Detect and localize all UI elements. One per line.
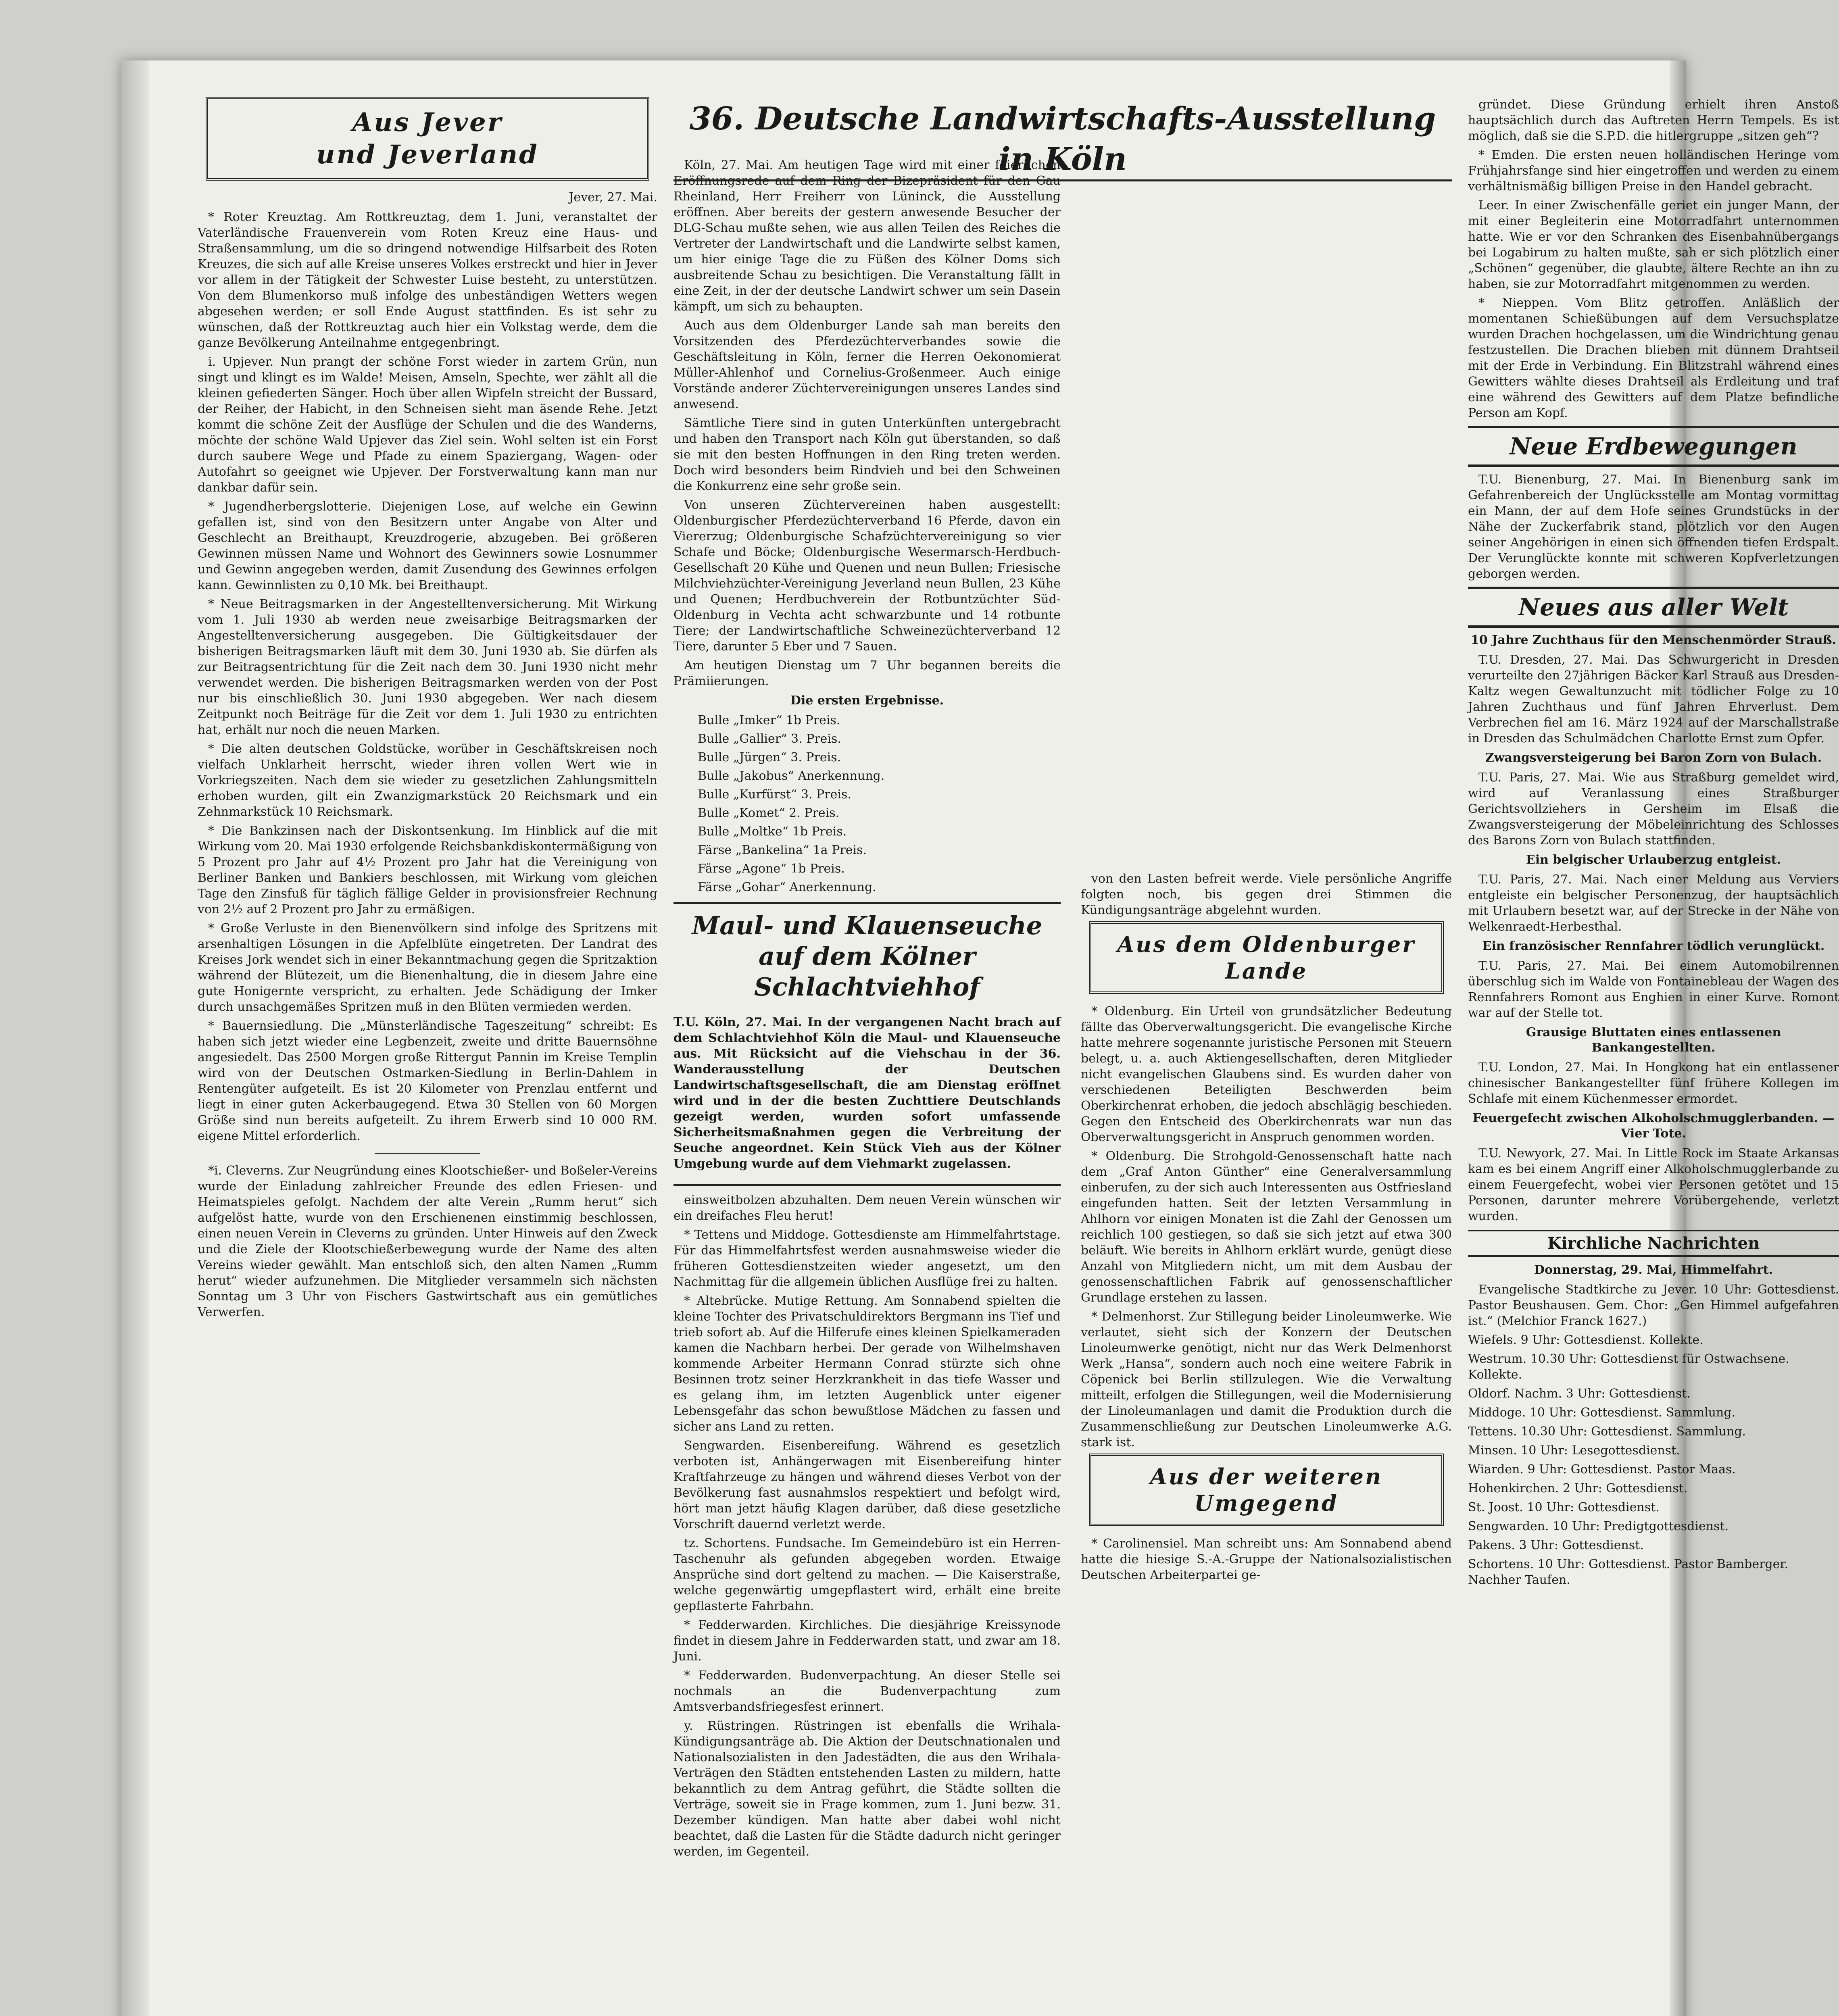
result-item: Färse „Agone“ 1b Preis. (698, 862, 845, 876)
article-altebruecke: * Altebrücke. Mutige Rettung. Am Sonnabend spielten die kleine Tochter des Privatschuldirektors Bergmann ins Tief und trieb sofort ab. Auf die Hilferufe eines kleinen Spielkameraden kamen die Nachbarn herbei. Der gerade von Wilhelmshaven kommende Arbeiter Hermann Conrad stürzte sich ohne Besinnen trotz seiner Herzkrankheit in das tiefe Wasser und es gelang ihm, im letzten Augenblick unter eigener Lebensgefahr das schon bewußtlose Mädchen zu fassen und sicher ans Land zu retten. (673, 1294, 1061, 1434)
subhead: Ein belgischer Urlauberzug entgleist. (1526, 853, 1781, 867)
section-header-jever (206, 97, 649, 181)
kirch-item: Tettens. 10.30 Uhr: Gottesdienst. Sammlung. (1468, 1425, 1746, 1439)
main-headline: 36. Deutsche Landwirtschafts-Ausstellung in Köln (673, 99, 1452, 181)
article-strohgold: * Oldenburg. Die Strohgold-Genossenschaft hatte nach dem „Graf Anton Günther“ eine Generalversammlung einberufen, zu der sich auch Interessenten aus Ostfriesland eingefunden hatten. Seit der letzten Versammlung in Ahlhorn vor einigen Monaten ist die Zahl der Genossen um reichlich 100 gestiegen, so daß sie sich jetzt auf etwa 300 beläuft. Wie bereits in Ahlhorn erklärt wurde, genügt diese Anzahl von Mitgliedern nicht, um mit dem Ausbau der genossenschaftlichen Fabrik auf genossenschaftlicher Grundlage erstehen zu lassen. (1081, 1149, 1452, 1305)
column-jever (198, 97, 657, 1323)
article-london: T.U. London, 27. Mai. In Hongkong hat ein entlassener chinesischer Bankangestellter fünf frühere Kollegen im Schlafe mit einem Küchenmesser ermordet. (1468, 1060, 1839, 1106)
subhead: Ein französischer Rennfahrer tödlich verunglückt. (1482, 939, 1825, 953)
kirch-jever: Evangelische Stadtkirche zu Jever. 10 Uhr: Gottesdienst. Pastor Beushausen. Gem. Chor: „Gen Himmel aufgefahren ist.“ (Melchior Franck 1627.) (1468, 1283, 1839, 1328)
subhead: Zwangsversteigerung bei Baron Zorn von Bulach. (1485, 751, 1822, 765)
results-title: Die ersten Ergebnisse. (790, 694, 944, 708)
section-title-line2: Lande (1225, 958, 1308, 984)
section-title-line1: Aus Jever (352, 107, 503, 137)
article-cont: einsweitbolzen abzuhalten. Dem neuen Verein wünschen wir ein dreifaches Fleu herut! (673, 1193, 1061, 1223)
article-koeln-2: Auch aus dem Oldenburger Lande sah man bereits den Vorsitzenden des Pferdezüchterverbandes sowie die Geschäftsleitung in Köln, ferner die Herren Oekonomierat Müller-Ahlenhof und Cornelius-Großenmeer. Auch einige Vorstände anderer Züchtervereinigungen unseres Landes sind anwesend. (673, 319, 1061, 411)
article-beitragsmarken: * Neue Beitragsmarken in der Angestelltenversicherung. Mit Wirkung vom 1. Juli 1930 ab werden neue zweisarbige Beitragsmarken der Angestelltenversicherung ausgegeben. Die Gültigkeitsdauer der bisherigen Beitragsmarken läuft mit dem 30. Juni 1930 ab. Sie dürfen als zur Beitragsentrichtung für die Zeit nach dem 30. Juni 1930 nicht mehr verwendet werden. Die bisherigen Beitragsmarken werden von der Post nur bis einschließlich 30. Juni 1930 abgegeben. Wer nach diesem Zeitpunkt noch Beiträge für die Zeit vor dem 1. Juli 1930 zu entrichten hat, erhält nur noch die neuen Marken. (198, 597, 657, 737)
newspaper-page (121, 60, 1839, 2016)
kirch-item: Middoge. 10 Uhr: Gottesdienst. Sammlung. (1468, 1406, 1736, 1420)
results-list (673, 712, 1061, 896)
kirch-date: Donnerstag, 29. Mai, Himmelfahrt. (1534, 1263, 1773, 1277)
article-tettens: * Tettens und Middoge. Gottesdienste am Himmelfahrtstage. Für das Himmelfahrtsfest werden ausnahmsweise wieder die früheren Gottesdienstzeiten wieder angesetzt, um den Nachmittag für die allgemein üblichen Ausflüge frei zu halten. (673, 1228, 1061, 1289)
subhead: Feuergefecht zwischen Alkoholschmugglerbanden. — Vier Tote. (1472, 1111, 1835, 1141)
subhead: 10 Jahre Zuchthaus für den Menschenmörder Strauß. (1471, 633, 1836, 647)
kirch-item: Oldorf. Nachm. 3 Uhr: Gottesdienst. (1468, 1387, 1691, 1401)
article-koeln-4: Von unseren Züchtervereinen haben ausgestellt: Oldenburgischer Pferdezüchterverband 16 Pferde, davon ein Viererzug; Oldenburgische Schafzüchtervereinigung so vier Schafe und Böcke; Oldenburgische Wesermarsch-Herdbuch-Gesellschaft 20 Kühe und Quenen und neun Bullen; Friesische Milchviehzüchter-Vereinigung Jeverland neun Bullen, 23 Kühe und Quenen; Herdbuchverein der Rotbuntzüchter Süd-Oldenburg in Vechta acht schwarzbunte und 14 rotbunte Tiere; der Landwirtschaftliche Schweinezüchterverband 12 Tiere, darunter 5 Eber und 7 Sauen. (673, 498, 1061, 654)
kirch-item: Hohenkirchen. 2 Uhr: Gottesdienst. (1468, 1481, 1688, 1495)
kirch-item: Minsen. 10 Uhr: Lesegottesdienst. (1468, 1443, 1680, 1458)
article-newyork: T.U. Newyork, 27. Mai. In Little Rock im Staate Arkansas kam es bei einem Angriff einer Alkoholschmugglerbande zu einem Feuergefecht, wobei vier Personen getötet und 15 Personen, darunter mehrere Vorübergehende, verletzt wurden. (1468, 1146, 1839, 1223)
subhead: Grausige Bluttaten eines entlassenen Bankangestellten. (1526, 1025, 1781, 1055)
article-fedderwarden-1: * Fedderwarden. Kirchliches. Die diesjährige Kreissynode findet in diesem Jahre in Fedderwarden statt, und zwar am 18. Juni. (673, 1618, 1061, 1664)
headline-kirchliche: Kirchliche Nachrichten (1468, 1230, 1839, 1257)
section-title-line1: Aus dem Oldenburger (1117, 931, 1416, 957)
dateline: Jever, 27. Mai. (569, 190, 657, 204)
article-paris-1: T.U. Paris, 27. Mai. Wie aus Straßburg gemeldet wird, wird auf Veranlassung eines Straßburger Gerichtsvollziehers in Gersheim im Elsaß die Zwangsversteigerung der Möbeleinrichtung des Schlosses des Barons Zorn von Bulach stattfinden. (1468, 771, 1839, 848)
result-item: Färse „Gohar“ Anerkennung. (698, 880, 876, 894)
article-roter-kreuztag: * Roter Kreuztag. Am Rottkreuztag, dem 1. Juni, veranstaltet der Vaterländische Frauenverein vom Roten Kreuz eine Haus- und Straßensammlung, um die so dringend notwendige Hilfsarbeit des Roten Kreuzes, die sich auf alle Kreise unseres Volkes erstreckt und hier in Jever vor allem in der Tätigkeit der Schwester Luise besteht, zu unterstützen. Von dem Blumenkorso muß infolge des unbeständigen Wetters wegen abgesehen werden; er soll Ende August stattfinden. Es ist sehr zu wünschen, daß der Rottkreuztag auch hier ein Volkstag werde, dem die ganze Bevölkerung Anteilnahme entgegenbringt. (198, 210, 657, 350)
column-news (1468, 97, 1839, 1591)
article-dresden: T.U. Dresden, 27. Mai. Das Schwurgericht in Dresden verurteilte den 27jährigen Bäcker Karl Strauß aus Dresden-Kaltz wegen Gewaltunzucht mit tödlicher Folge zu 10 Jahren Zuchthaus und fünf Jahren Ehrverlust. Dem Verbrechen fiel am 16. März 1924 auf der Marschallstraße in Dresden das Schulmädchen Charlotte Ernst zum Opfer. (1468, 653, 1839, 746)
result-item: Bulle „Imker“ 1b Preis. (698, 713, 840, 727)
article-erdbewegungen: T.U. Bienenburg, 27. Mai. In Bienenburg sank im Gefahrenbereich der Unglücksstelle am Montag vormittag ein Mann, der auf dem Hofe seines Grundstücks in der Nähe der Zuckerfabrik stand, plötzlich vor den Augen seiner Angehörigen in einen sich öffnenden tiefen Erdspalt. Der Verunglückte konnte mit schweren Kopfverletzungen geborgen werden. (1468, 473, 1839, 581)
headline-erdbewegungen: Neue Erdbewegungen (1468, 426, 1839, 467)
article-bienen: * Große Verluste in den Bienenvölkern sind infolge des Spritzens mit arsenhaltigen Lösungen in die Apfelblüte eingetreten. Der Landrat des Kreises Jork wendet sich in einer Bekanntmachung gegen die Spritzaktion während der Blütezeit, um die Bienenhaltung, die in diesem Jahre eine gute Honigernte verspricht, zu erhalten. Jede Schädigung der Imker durch unsachgemäßes Spritzen muß in den Blüten vermieden werden. (198, 921, 657, 1014)
section-title-line2: und Jeverland (316, 140, 539, 170)
article-nieppen: * Nieppen. Vom Blitz getroffen. Anläßlich der momentanen Schießübungen auf dem Versuchsplatze wurden Drachen hochgelassen, um die Windrichtung genau festzustellen. Die Drachen blieben mit dünnem Drahtseil mit der Erde in Verbindung. Ein Blitzstrahl während eines Gewitters wählte dieses Drahtseil als Erdleitung und traf eine während des Gewitters auf dem Platze befindliche Person am Kopf. (1468, 296, 1839, 420)
article-upjever: i. Upjever. Nun prangt der schöne Forst wieder in zartem Grün, nun singt und klingt es im Walde! Meisen, Amseln, Spechte, wer zählt all die kleinen gefiederten Sänger. Hoch über allen Wipfeln streicht der Bussard, der Reiher, der Habicht, in den Schneisen sieht man äsende Rehe. Jetzt kommt die schöne Zeit der Ausflüge der Schulen und die des Wanderns, möchte der schöne Wald Upjever das Ziel sein. Wohl selten ist ein Forst durch saubere Wege und Pfade zu einem Spaziergang, Wagen- oder Autofahrt so geeignet wie Upjever. Der Forstverwaltung kann man nur dankbar dafür sein. (198, 355, 657, 495)
divider (673, 902, 1061, 904)
article-fedderwarden-2: * Fedderwarden. Budenverpachtung. An dieser Stelle sei nochmals an die Budenverpachtung zum Amtsverbandsfriegesfest erinnert. (673, 1668, 1061, 1714)
article-koeln-1: Köln, 27. Mai. Am heutigen Tage wird mit einer feierlichen Eröffnungsrede auf dem Ring der Bizepräsident für den Gau Rheinland, Herr Freiherr von Lüninck, die Ausstellung eröffnen. Aber bereits der gestern anwesende Besucher der DLG-Schau mußte sehen, wie aus allen Teilen des Reiches die Vertreter der Landwirtschaft und die Landwirte selbst kamen, um hier einige Tage die zu Füßen des Kölner Doms sich ausbreitende Schau zu besichtigen. Die Veranstaltung fällt in eine Zeit, in der der deutsche Landwirt schwer um sein Dasein kämpft, um sich zu behaupten. (673, 158, 1061, 314)
article-cont-3: von den Lasten befreit werde. Viele persönliche Angriffe folgten noch, bis gegen drei Stimmen die Kündigungsanträge abgelehnt wurden. (1081, 872, 1452, 917)
page-binding (121, 60, 149, 2016)
result-item: Bulle „Komet“ 2. Preis. (698, 806, 840, 820)
section-title-line2: Umgegend (1194, 1490, 1339, 1516)
article-delmenhorst: * Delmenhorst. Zur Stillegung beider Linoleumwerke. Wie verlautet, sieht sich der Konzern der Deutschen Linoleumwerke genötigt, nicht nur das Werk Delmenhorst Werk „Hansa“, sondern auch noch eine weitere Fabrik in Cöpenick bei Berlin stillzulegen. Wie die Verwaltung mitteilt, erfolgen die Stillegungen, weil die Modernisierung der Linoleumanlagen und damit die Produktion durch die Zusammenschließung zur Deutschen Linoleumwerke A.G. stark ist. (1081, 1310, 1452, 1450)
column-oldenburg (1081, 871, 1452, 1586)
article-sengwarden: Sengwarden. Eisenbereifung. Während es gesetzlich verboten ist, Anhängerwagen mit Eisenbereifung hinter Kraftfahrzeuge zu hängen und während dieses Verbot von der Bevölkerung fast ausnahmslos respektiert und befolgt wird, hört man jetzt häufig Klagen darüber, daß diese gesetzliche Vorschrift dauernd verletzt werde. (673, 1439, 1061, 1531)
column-koeln (673, 157, 1061, 1863)
kirch-item: St. Joost. 10 Uhr: Gottesdienst. (1468, 1500, 1660, 1514)
kirch-item: Sengwarden. 10 Uhr: Predigtgottesdienst. (1468, 1519, 1729, 1533)
result-item: Bulle „Jürgen“ 3. Preis. (698, 750, 841, 764)
article-koeln-5: Am heutigen Dienstag um 7 Uhr begannen bereits die Prämiierungen. (673, 658, 1061, 688)
headline-maul: Maul- und Klauenseuche auf dem Kölner Schlachtviehhof (692, 911, 1043, 1002)
article-paris-3: T.U. Paris, 27. Mai. Bei einem Automobilrennen überschlug sich im Walde von Fontainebleau der Wagen des Rennfahrers Romont aus Enghien in einer Kurve. Romont war auf der Stelle tot. (1468, 959, 1839, 1020)
kirch-list (1468, 1332, 1839, 1588)
article-carolinensiel: * Carolinensiel. Man schreibt uns: Am Sonnabend abend hatte die hiesige S.-A.-Gruppe der Nationalsozialistischen Deutschen Arbeiterpartei ge- (1081, 1537, 1452, 1582)
article-bauernsiedlung: * Bauernsiedlung. Die „Münsterländische Tageszeitung“ schreibt: Es haben sich jetzt wieder eine Legbenzeit, zweite und dritte Bauernsöhne angesiedelt. Das 2500 Morgen große Rittergut Pannin im Kreise Templin wird von der Deutschen Ostmarken-Siedlung in Berlin-Dahlem in Rentengüter aufgeteilt. Es ist 20 Kilometer von Prenzlau entfernt und liegt in einer guten Ackerbaugegend. Etwa 30 Stellen von 60 Morgen Größe sind nun bereits aufgeteilt. Zu ihrem Erwerb sind 10 000 RM. eigene Mittel erforderlich. (198, 1019, 657, 1143)
section-header-umgegend (1089, 1454, 1444, 1526)
result-item: Bulle „Kurfürst“ 3. Preis. (698, 787, 851, 802)
kirch-item: Schortens. 10 Uhr: Gottesdienst. Pastor Bamberger. Nachher Taufen. (1468, 1557, 1788, 1587)
result-item: Färse „Bankelina“ 1a Preis. (698, 843, 867, 857)
kirch-item: Wiefels. 9 Uhr: Gottesdienst. Kollekte. (1468, 1333, 1703, 1347)
article-ruestringen: y. Rüstringen. Rüstringen ist ebenfalls die Wrihala-Kündigungsanträge ab. Die Aktion der Deutschnationalen und Nationalsozialisten in den Jadestädten, die aus den Wrihala-Verträgen den Städten entstehenden Lasten zu mildern, hatte bekanntlich zu dem Antrag geführt, die Städte sollten die Verträge, soweit sie in Frage kommen, zum 1. Juni bezw. 31. Dezember kündigen. Man hatte aber dabei wohl nicht beachtet, daß die Lasten für die Städte dadurch nicht geringer werden, im Gegenteil. (673, 1719, 1061, 1859)
article-leer: Leer. In einer Zwischenfälle geriet ein junger Mann, der mit einer Begleiterin eine Motorradfahrt unternommen hatte. Wie er vor den Schranken des Eisenbahnübergangs bei Logabirum zu halten mußte, sah er sich plötzlich einer „Schönen“ gegenüber, die glaubte, ältere Rechte an ihn zu haben, sie zur Motorradfahrt mitgenommen zu werden. (1468, 198, 1839, 291)
article-cont-4: gründet. Diese Gründung erhielt ihren Anstoß hauptsächlich durch das Auftreten Herrn Tempels. Es ist möglich, daß sie die S.P.D. die hitlergruppe „sitzen geh“? (1468, 98, 1839, 143)
result-item: Bulle „Moltke“ 1b Preis. (698, 825, 847, 839)
article-schortens: tz. Schortens. Fundsache. Im Gemeindebüro ist ein Herren-Taschenuhr als gefunden abgegeben worden. Etwaige Ansprüche sind dort geltend zu machen. — Die Kaiserstraße, welche gegenwärtig umgepflastert wird, erhält eine breite gepflasterte Fahrbahn. (673, 1536, 1061, 1613)
section-header-oldenburg (1089, 921, 1444, 994)
article-bankzinsen: * Die Bankzinsen nach der Diskontsenkung. Im Hinblick auf die mit Wirkung vom 20. Mai 1930 erfolgende Reichsbankdiskontermäßigung von 5 Prozent pro Jahr auf 4½ Prozent pro Jahr hat die Vereinigung von Berliner Banken und Bankiers beschlossen, mit Wirkung vom gleichen Tage den Zinsfuß für täglich fällige Gelder in provisionsfreier Rechnung von 2½ auf 2 Prozent pro Jahr zu ermäßigen. (198, 824, 657, 916)
article-cleverns: *i. Cleverns. Zur Neugründung eines Klootschießer- und Boßeler-Vereins wurde der Einladung zahlreicher Freunde des edlen Friesen- und Heimatspieles gefolgt. Nachdem der alte Verein „Rumm herut“ sich aufgelöst hatte, wurde von den Erschienenen einstimmig beschlossen, einen neuen Verein in Cleverns zu gründen. Unter Hinweis auf den Zweck und die Ziele der Klootschießerbewegung wurde der Name des alten Vereins wieder gewählt. Man entschloß sich, den alten Namen „Rumm herut“ wieder aufzunehmen. Die Mitglieder versammeln sich nächsten Sonntag um 3 Uhr von Fischers Gastwirtschaft aus ein gemütliches Verwerfen. (198, 1164, 657, 1319)
result-item: Bulle „Gallier“ 3. Preis. (698, 732, 841, 746)
article-emden: * Emden. Die ersten neuen holländischen Heringe vom Frühjahrsfange sind hier eingetroffen und werden zu einem verhältnismäßig billigen Preise in den Handel gebracht. (1468, 148, 1839, 194)
section-title-line1: Aus der weiteren (1150, 1464, 1383, 1489)
divider (375, 1153, 480, 1154)
kirch-item: Westrum. 10.30 Uhr: Gottesdienst für Ostwachsene. Kollekte. (1468, 1352, 1789, 1382)
kirch-item: Pakens. 3 Uhr: Gottesdienst. (1468, 1538, 1644, 1552)
kirch-item: Wiarden. 9 Uhr: Gottesdienst. Pastor Maas. (1468, 1462, 1736, 1477)
article-koeln-3: Sämtliche Tiere sind in guten Unterkünften untergebracht und haben den Transport nach Köln gut überstanden, so daß sie mit den besten Hoffnungen in den Ring treten werden. Doch wird besonders beim Rindvieh und bei den Schweinen die Konkurrenz eine sehr große sein. (673, 416, 1061, 493)
result-item: Bulle „Jakobus“ Anerkennung. (698, 769, 885, 783)
article-goldstuecke: * Die alten deutschen Goldstücke, worüber in Geschäftskreisen noch vielfach Unklarheit herrscht, wieder ihren vollen Wert wie in Vorkriegszeiten. Nach dem sie wieder zu gesetzlichen Zahlungsmitteln erhoben wurden, gilt ein Zwanzigmarkstück 20 Reichsmark und ein Zehnmarkstück 10 Reichsmark. (198, 742, 657, 819)
headline-neues: Neues aus aller Welt (1468, 587, 1839, 628)
article-jugendherberge: * Jugendherbergslotterie. Diejenigen Lose, auf welche ein Gewinn gefallen ist, sind von den Besitzern unter Angabe von Alter und Geschlecht an Breithaupt, Kreuzdrogerie, abzugeben. Bei größeren Gewinnen müssen Name und Wohnort des Gewinners sowie Losnummer und Gewinn angegeben werden, damit Zusendung des Gewinnes erfolgen kann. Gewinnlisten zu 0,10 Mk. bei Breithaupt. (198, 500, 657, 592)
divider (673, 1184, 1061, 1186)
article-maul: T.U. Köln, 27. Mai. In der vergangenen Nacht brach auf dem Schlachtviehhof Köln die Maul- und Klauenseuche aus. Mit Rücksicht auf die Viehschau in der 36. Wanderausstellung der Deutschen Landwirtschaftsgesellschaft, die am Dienstag eröffnet wird und in der die besten Zuchttiere Deutschlands gezeigt werden, wurden sofort umfassende Sicherheitsmaßnahmen gegen die Verbreitung der Seuche angeordnet. Kein Stück Vieh aus der Kölner Umgebung wurde auf dem Viehmarkt zugelassen. (673, 1015, 1061, 1171)
article-oldenburg-urteil: * Oldenburg. Ein Urteil von grundsätzlicher Bedeutung fällte das Oberverwaltungsgericht. Die evangelische Kirche hatte mehrere sogenannte juristische Personen mit Steuern belegt, u. a. auch Aktiengesellschaften, deren Mitglieder nicht evangelischen Glaubens sind. Es wurden daher von verschiedenen Beteiligten Beschwerden beim Oberkirchenrat erhoben, die jedoch abschlägig beschieden. Gegen den Entscheid des Oberkirchenrats war nun das Oberverwaltungsgericht in Anspruch genommen worden. (1081, 1004, 1452, 1144)
article-paris-2: T.U. Paris, 27. Mai. Nach einer Meldung aus Verviers entgleiste ein belgischer Personenzug, der hauptsächlich mit Urlaubern besetzt war, auf der Strecke in der Nähe von Welkenraedt-Herbesthal. (1468, 873, 1839, 934)
